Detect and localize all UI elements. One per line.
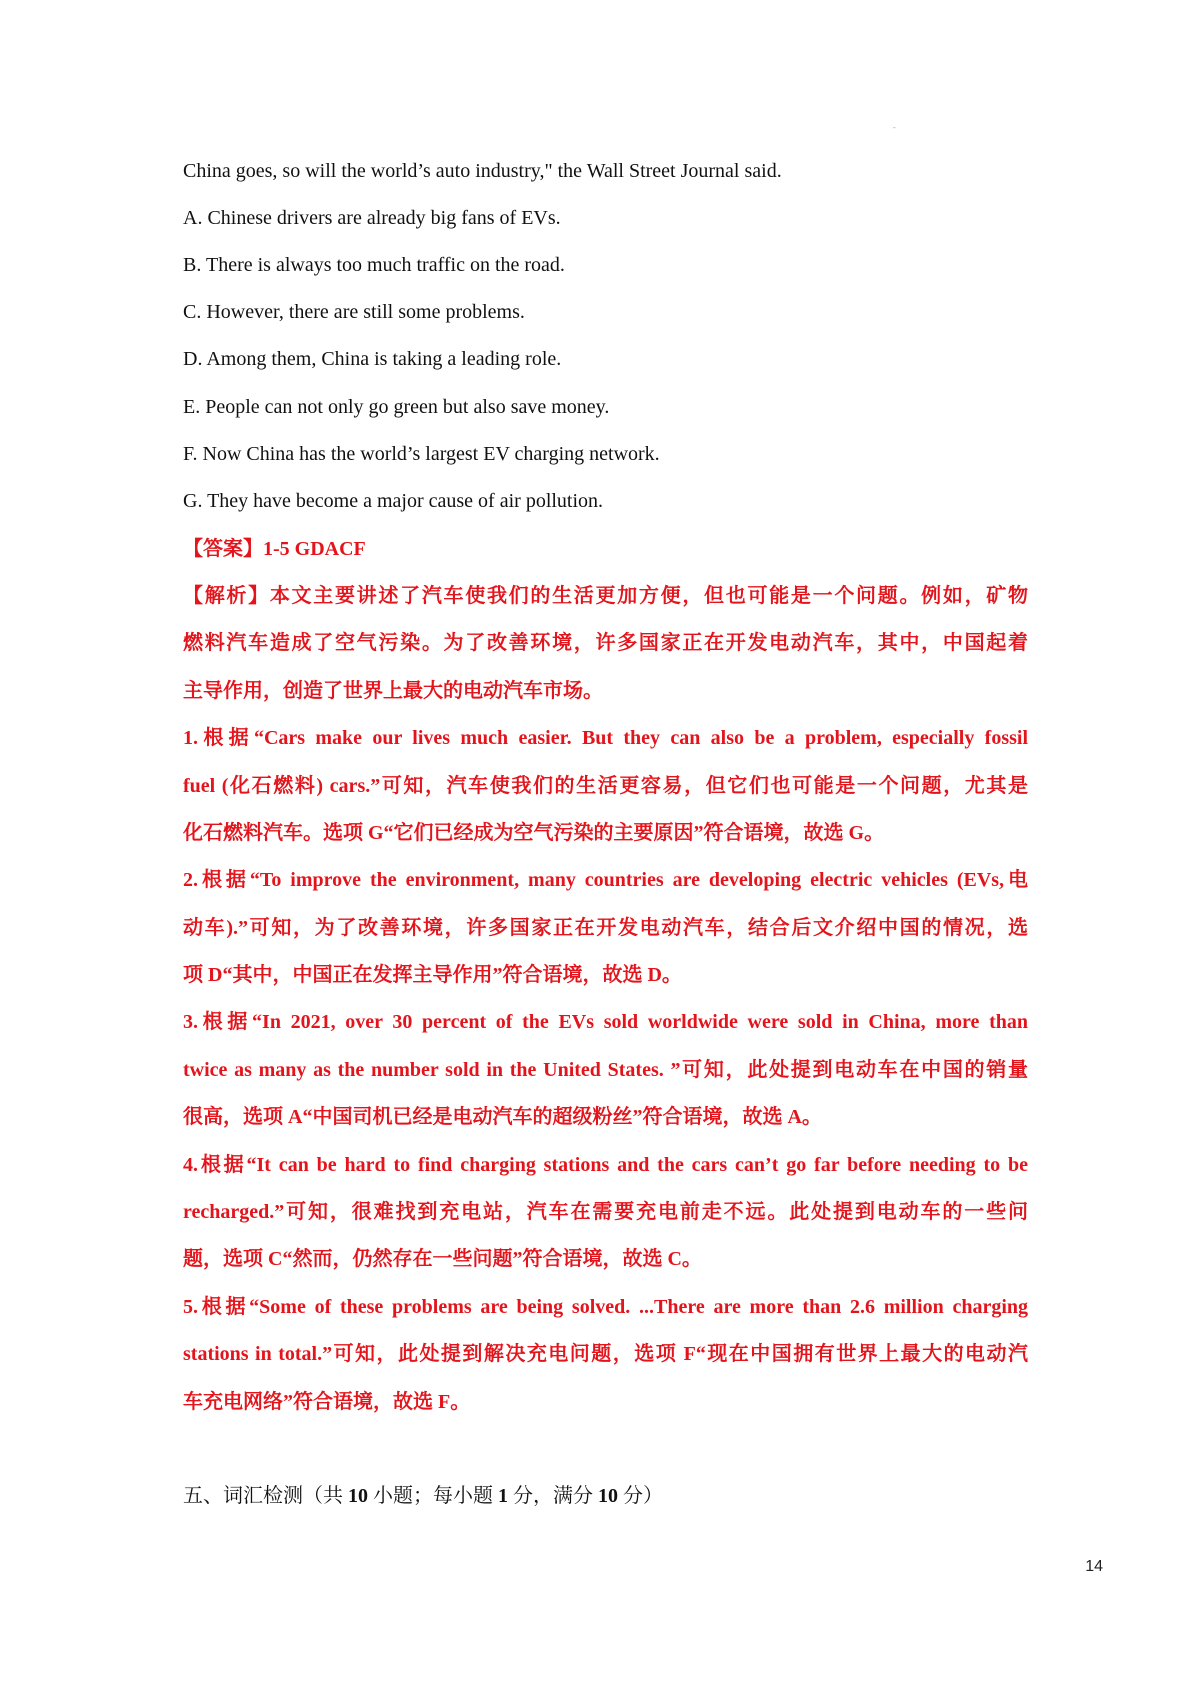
explanation-4-line-1: 4.根据“It can be hard to find charging stations and the cars can’t go far before needing to be [183,1154,1028,1176]
explanation-5-line-3: 车充电网络”符合语境，故选 F。 [183,1391,471,1413]
explanation-4-line-3: 题，选项 C“然而，仍然存在一些问题”符合语境，故选 C。 [183,1248,702,1270]
points-each: 1 [498,1485,508,1507]
explanation-4-line-2: recharged.”可知，很难找到充电站，汽车在需要充电前走不远。此处提到电动车的一些问 [183,1201,1028,1223]
passage-end-line: China goes, so will the world’s auto industry," the Wall Street Journal said. [183,160,782,182]
analysis-line-1: 【解析】本文主要讲述了汽车使我们的生活更加方便，但也可能是一个问题。例如，矿物 [183,585,1028,607]
answer-line [183,535,1028,563]
explanation-5-line-2: stations in total.”可知，此处提到解决充电问题，选项 F“现在中国拥有世界上最大的电动汽 [183,1343,1028,1365]
explanation-1-line-2: fuel (化石燃料) cars.”可知，汽车使我们的生活更容易，但它们也可能是一个问题，尤其是 [183,775,1028,797]
explanation-3-line-2: twice as many as the number sold in the United States. ”可知，此处提到电动车在中国的销量 [183,1059,1028,1081]
explanation-3-line-3: 很高，选项 A“中国司机已经是电动汽车的超级粉丝”符合语境，故选 A。 [183,1106,822,1128]
explanation-2-line-1: 2.根据“To improve the environment, many countries are developing electric vehicles (EVs,电 [183,869,1028,891]
answer-label: 【答案】 [183,538,263,560]
explanation-1-line-1: 1.根据“Cars make our lives much easier. But they can also be a problem, especially fossil [183,727,1028,749]
option-g: G. They have become a major cause of air pollution. [183,490,604,512]
page-number: 14 [1085,1558,1103,1575]
option-a: A. Chinese drivers are already big fans of EVs. [183,207,561,229]
explanation-3-line-1: 3.根据“In 2021, over 30 percent of the EVs sold worldwide were sold in China, more than [183,1011,1028,1033]
total-points: 10 [598,1485,618,1507]
explanation-2-line-2: 动车).”可知，为了改善环境，许多国家正在开发电动汽车，结合后文介绍中国的情况，选 [183,917,1028,939]
option-d: D. Among them, China is taking a leading role. [183,348,562,370]
analysis-line-2: 燃料汽车造成了空气污染。为了改善环境，许多国家正在开发电动汽车，其中，中国起着 [183,632,1028,654]
question-count: 10 [348,1485,368,1507]
explanation-2-line-3: 项 D“其中，中国正在发挥主导作用”符合语境，故选 D。 [183,964,682,986]
analysis-line-3: 主导作用，创造了世界上最大的电动汽车市场。 [183,680,603,702]
option-f: F. Now China has the world’s largest EV charging network. [183,443,660,465]
option-e: E. People can not only go green but also save money. [183,396,610,418]
explanation-1-line-3: 化石燃料汽车。选项 G“它们已经成为空气污染的主要原因”符合语境，故选 G。 [183,822,885,844]
option-c: C. However, there are still some problems. [183,301,525,323]
top-mark: - [893,123,896,132]
explanation-5-line-1: 5.根据“Some of these problems are being solved. ...There are more than 2.6 million charging [183,1296,1028,1318]
option-b: B. There is always too much traffic on the road. [183,254,565,276]
answer-value: 1-5 GDACF [263,538,366,560]
section-title: 五、词汇检测（共 10 小题；每小题 1 分，满分 10 分） [183,1485,663,1507]
